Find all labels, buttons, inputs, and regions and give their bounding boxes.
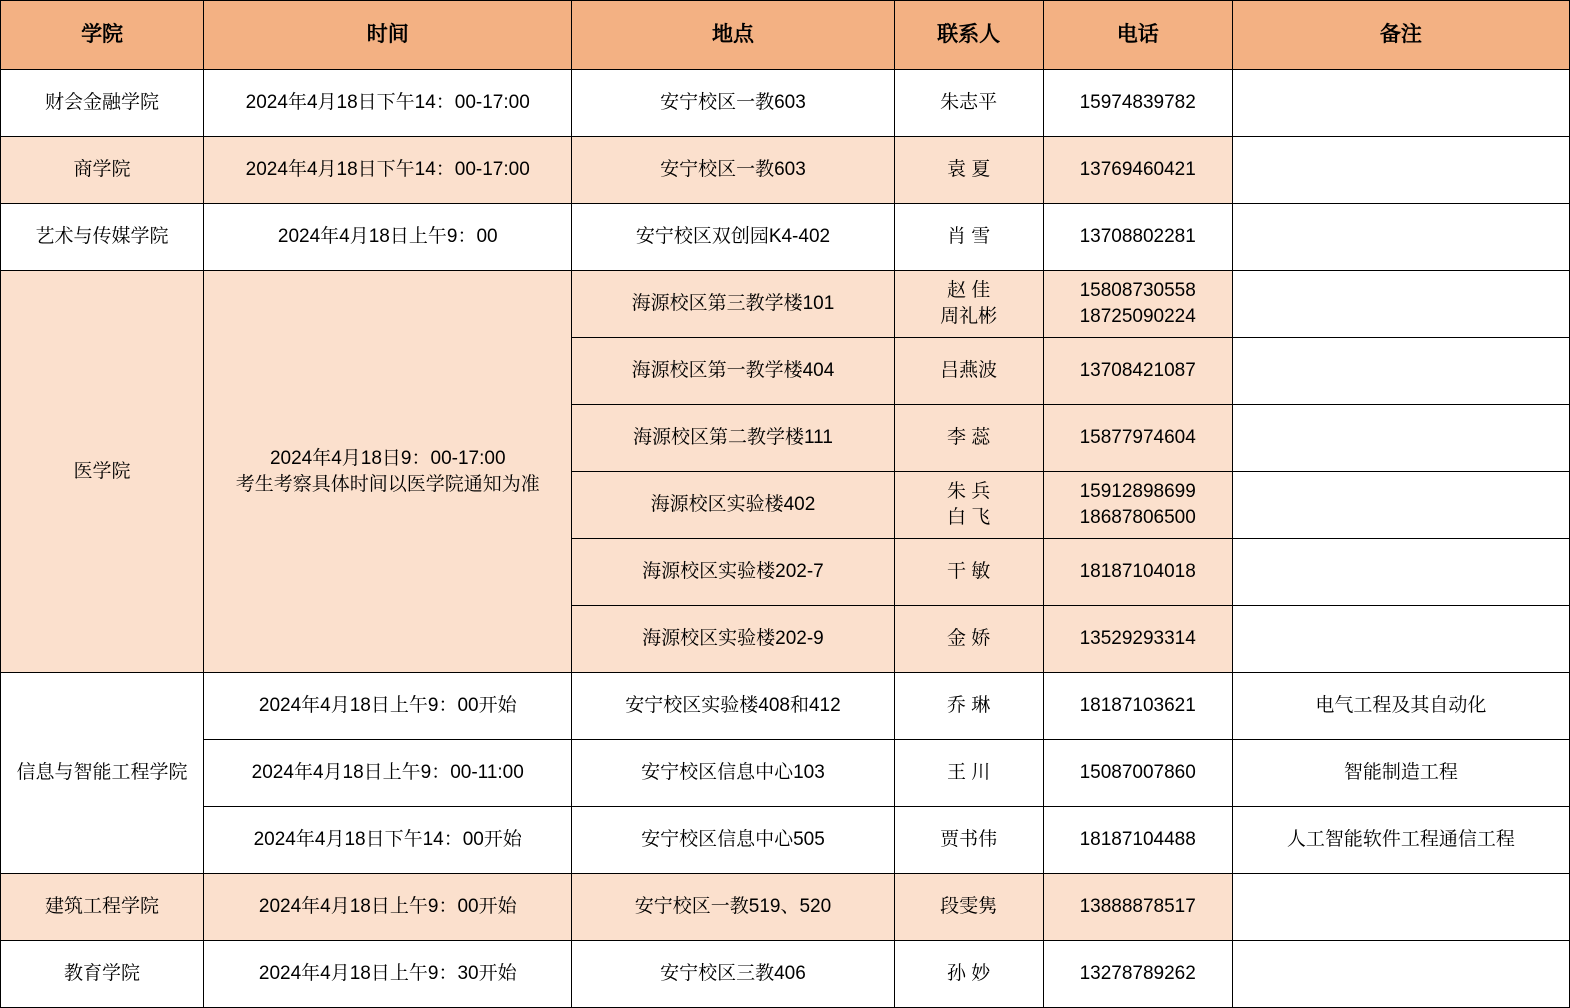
cell-place: 海源校区实验楼202-9: [572, 606, 894, 673]
contact-line-2: 白 飞: [946, 507, 991, 528]
cell-college-medical: 医学院: [1, 271, 204, 673]
cell-place: 安宁校区三教406: [572, 941, 894, 1008]
cell-contact: 乔 琳: [894, 673, 1043, 740]
cell-phone: 13278789262: [1043, 941, 1232, 1008]
medical-time-line1: 2024年4月18日9：00-17:00: [269, 447, 506, 469]
cell-contact: 肖 雪: [894, 204, 1043, 271]
cell-place: 安宁校区一教603: [572, 70, 894, 137]
phone-line-1: 15808730558: [1079, 280, 1196, 302]
cell-college: 艺术与传媒学院: [1, 204, 204, 271]
cell-place: 海源校区第二教学楼111: [572, 405, 894, 472]
cell-place: 安宁校区实验楼408和412: [572, 673, 894, 740]
cell-remark: [1232, 539, 1569, 606]
cell-time: 2024年4月18日上午9：00: [204, 204, 572, 271]
cell-place: 海源校区实验楼402: [572, 472, 894, 539]
contact-line-2: 周礼彬: [940, 306, 998, 327]
cell-college: 建筑工程学院: [1, 874, 204, 941]
cell-college: 财会金融学院: [1, 70, 204, 137]
phone-line-1: 15912898699: [1079, 481, 1196, 503]
cell-contact: 段雯隽: [894, 874, 1043, 941]
table-row: [1, 204, 1570, 271]
cell-contact: 金 娇: [894, 606, 1043, 673]
cell-phone: [1043, 472, 1232, 539]
cell-college-information: 信息与智能工程学院: [1, 673, 204, 874]
table-row: [1, 941, 1570, 1008]
cell-phone: 15877974604: [1043, 405, 1232, 472]
column-header-college: 学院: [1, 1, 204, 70]
cell-place: 海源校区实验楼202-7: [572, 539, 894, 606]
cell-remark: [1232, 472, 1569, 539]
cell-contact: 孙 妙: [894, 941, 1043, 1008]
cell-remark: 人工智能软件工程通信工程: [1232, 807, 1569, 874]
cell-time: 2024年4月18日上午9：00开始: [204, 874, 572, 941]
cell-phone: 13769460421: [1043, 137, 1232, 204]
cell-remark: [1232, 70, 1569, 137]
phone-line-2: 18687806500: [1079, 507, 1196, 528]
column-header-contact: 联系人: [894, 1, 1043, 70]
cell-place: 安宁校区一教603: [572, 137, 894, 204]
cell-contact: 朱志平: [894, 70, 1043, 137]
cell-place: 安宁校区信息中心103: [572, 740, 894, 807]
cell-contact: 李 蕊: [894, 405, 1043, 472]
column-header-place: 地点: [572, 1, 894, 70]
cell-phone: 15087007860: [1043, 740, 1232, 807]
cell-place: 海源校区第一教学楼404: [572, 338, 894, 405]
cell-contact: 王 川: [894, 740, 1043, 807]
column-header-time: 时间: [204, 1, 572, 70]
cell-phone: 13888878517: [1043, 874, 1232, 941]
cell-remark: [1232, 874, 1569, 941]
cell-remark: 电气工程及其自动化: [1232, 673, 1569, 740]
cell-place: 海源校区第三教学楼101: [572, 271, 894, 338]
cell-remark: [1232, 405, 1569, 472]
cell-remark: [1232, 338, 1569, 405]
cell-remark: [1232, 606, 1569, 673]
cell-contact: 干 敏: [894, 539, 1043, 606]
table-row: [1, 740, 1570, 807]
table-row: [1, 807, 1570, 874]
table-row: [1, 271, 1570, 338]
cell-time: 2024年4月18日上午9：00开始: [204, 673, 572, 740]
cell-place: 安宁校区双创园K4-402: [572, 204, 894, 271]
column-header-remark: 备注: [1232, 1, 1569, 70]
cell-time: 2024年4月18日下午14：00-17:00: [204, 70, 572, 137]
table-row: [1, 137, 1570, 204]
phone-line-2: 18725090224: [1079, 306, 1196, 327]
cell-phone: 15974839782: [1043, 70, 1232, 137]
cell-phone: [1043, 271, 1232, 338]
cell-phone: 18187103621: [1043, 673, 1232, 740]
cell-remark: [1232, 204, 1569, 271]
cell-contact: 吕燕波: [894, 338, 1043, 405]
cell-phone: 13708421087: [1043, 338, 1232, 405]
table-header-row: [1, 1, 1570, 70]
cell-time: 2024年4月18日上午9：30开始: [204, 941, 572, 1008]
cell-contact: [894, 472, 1043, 539]
column-header-phone: 电话: [1043, 1, 1232, 70]
cell-contact: 贾书伟: [894, 807, 1043, 874]
table-row: [1, 70, 1570, 137]
cell-phone: 13529293314: [1043, 606, 1232, 673]
cell-place: 安宁校区信息中心505: [572, 807, 894, 874]
cell-time-medical: [204, 271, 572, 673]
cell-phone: 18187104018: [1043, 539, 1232, 606]
table-row: [1, 673, 1570, 740]
cell-contact: [894, 271, 1043, 338]
table-row: [1, 874, 1570, 941]
cell-phone: 18187104488: [1043, 807, 1232, 874]
cell-remark: [1232, 137, 1569, 204]
cell-remark: [1232, 271, 1569, 338]
cell-place: 安宁校区一教519、520: [572, 874, 894, 941]
contact-line-1: 朱 兵: [946, 481, 991, 503]
cell-contact: 袁 夏: [894, 137, 1043, 204]
cell-remark: [1232, 941, 1569, 1008]
contact-line-1: 赵 佳: [946, 280, 991, 302]
medical-time-line2: 考生考察具体时间以医学院通知为准: [235, 473, 540, 495]
cell-time: 2024年4月18日上午9：00-11:00: [204, 740, 572, 807]
cell-time: 2024年4月18日下午14：00-17:00: [204, 137, 572, 204]
cell-college: 商学院: [1, 137, 204, 204]
cell-phone: 13708802281: [1043, 204, 1232, 271]
cell-time: 2024年4月18日下午14：00开始: [204, 807, 572, 874]
cell-remark: 智能制造工程: [1232, 740, 1569, 807]
cell-college: 教育学院: [1, 941, 204, 1008]
